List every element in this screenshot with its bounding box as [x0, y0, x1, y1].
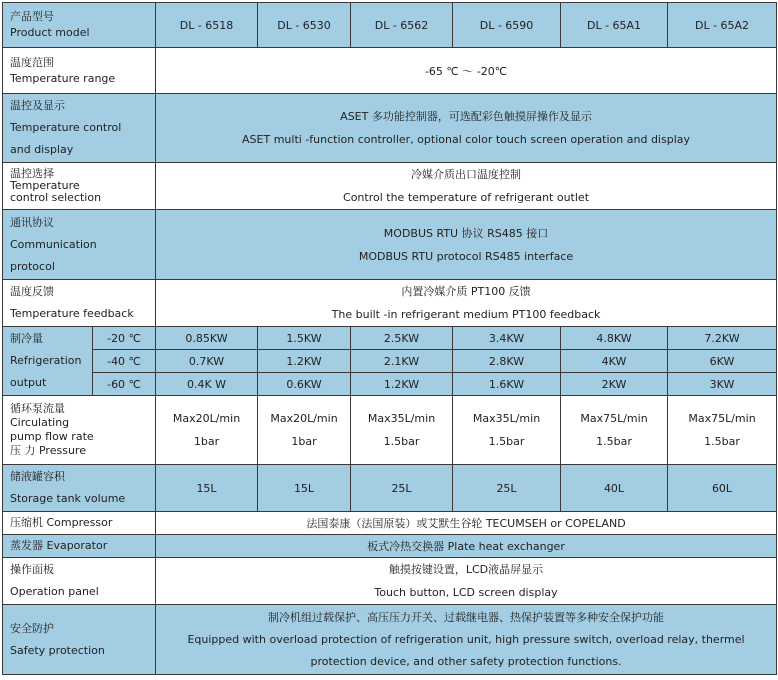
refrigeration-temp: -60 ℃: [93, 373, 156, 396]
pump-pressure: 1.5bar: [383, 435, 420, 448]
tank-value: 25L: [453, 465, 561, 512]
pump-cell: [668, 396, 777, 465]
refrigeration-value: 2.8KW: [453, 350, 561, 373]
refrigeration-value: 0.4K W: [156, 373, 258, 396]
refrigeration-value: 4.8KW: [561, 327, 668, 350]
tank-value: 15L: [156, 465, 258, 512]
label-en: control selection: [10, 191, 102, 204]
value-communication: [156, 210, 777, 280]
label-control-selection: [3, 163, 156, 210]
value-feedback: [156, 280, 777, 327]
value-en: Control the temperature of refrigerant outlet: [343, 191, 590, 204]
pump-pressure: 1bar: [291, 435, 317, 448]
label-cn: 温控选择: [10, 167, 54, 180]
value-en: Equipped with overload protection of refrigeration unit, high pressure switch, overload relay, thermel: [187, 632, 745, 646]
row-communication: [3, 210, 777, 280]
value-evaporator: 板式冷热交换器 Plate heat exchanger: [156, 535, 777, 558]
label-evaporator: 蒸发器 Evaporator: [3, 535, 156, 558]
label-cn: 循环泵流量: [10, 402, 65, 415]
label-product-model: [3, 3, 156, 48]
label-en: Temperature range: [10, 71, 116, 85]
label-cn: 温度范围: [10, 55, 54, 69]
value-en: The built -in refrigerant medium PT100 feedback: [331, 308, 601, 321]
label-temperature-range: [3, 48, 156, 94]
pump-flow: Max35L/min: [472, 412, 541, 425]
refrigeration-temp: -40 ℃: [93, 350, 156, 373]
label-cn: 安全防护: [10, 621, 54, 635]
row-compressor: [3, 512, 777, 535]
row-safety: [3, 605, 777, 675]
label-en: Storage tank volume: [10, 492, 126, 505]
refrigeration-value: 2.5KW: [351, 327, 453, 350]
row-feedback: [3, 280, 777, 327]
row-temperature-range: [3, 48, 777, 94]
pump-cell: [156, 396, 258, 465]
pump-flow: Max20L/min: [270, 412, 338, 425]
tank-value: 25L: [351, 465, 453, 512]
model-cell: DL - 6562: [351, 3, 453, 48]
tank-value: 60L: [668, 465, 777, 512]
label-en: Temperature feedback: [10, 307, 134, 320]
pump-flow: Max75L/min: [688, 412, 756, 425]
label-en: Circulating: [10, 416, 70, 429]
value-panel: [156, 558, 777, 605]
value-en: MODBUS RTU protocol RS485 interface: [358, 249, 574, 263]
pump-cell: [351, 396, 453, 465]
refrigeration-value: 0.7KW: [156, 350, 258, 373]
value-cn: 制冷机组过载保护、高压压力开关、过载继电器、热保护装置等多种安全保护功能: [268, 610, 665, 624]
label-en: Operation panel: [10, 585, 99, 598]
row-temperature-control: [3, 94, 777, 163]
pump-flow: Max75L/min: [580, 412, 648, 425]
refrigeration-value: 0.85KW: [156, 327, 258, 350]
refrigeration-value: 1.5KW: [258, 327, 351, 350]
pump-pressure: 1.5bar: [596, 435, 632, 448]
label-en: Communication: [10, 237, 97, 251]
pump-pressure: 1.5bar: [704, 435, 740, 448]
pump-flow: Max35L/min: [367, 412, 436, 425]
pump-pressure: 1.5bar: [488, 435, 525, 448]
pump-cell: [258, 396, 351, 465]
refrigeration-value: 6KW: [668, 350, 777, 373]
value-control-selection: [156, 163, 777, 210]
pump-flow: Max20L/min: [172, 412, 241, 425]
label-en: output: [10, 376, 47, 389]
label-tank: [3, 465, 156, 512]
label-cn: 通讯协议: [10, 215, 54, 229]
pump-pressure: 1bar: [193, 435, 220, 448]
label-communication: [3, 210, 156, 280]
value-temperature-control: [156, 94, 777, 163]
refrigeration-temp: -20 ℃: [93, 327, 156, 350]
model-cell: DL - 6518: [156, 3, 258, 48]
label-pressure: 压 力 Pressure: [10, 444, 86, 457]
row-refrigeration: [3, 327, 777, 350]
label-pump: [3, 396, 156, 465]
refrigeration-value: 1.6KW: [453, 373, 561, 396]
row-refrigeration: [3, 350, 777, 373]
model-cell: DL - 65A2: [668, 3, 777, 48]
label-en: protocol: [10, 259, 55, 273]
value-cn: ASET 多功能控制器，可选配彩色触摸屏操作及显示: [340, 110, 592, 123]
model-cell: DL - 6530: [258, 3, 351, 48]
row-tank: [3, 465, 777, 512]
refrigeration-value: 4KW: [561, 350, 668, 373]
row-control-selection: [3, 163, 777, 210]
model-cell: DL - 65A1: [561, 3, 668, 48]
label-cn: 温度反馈: [10, 285, 54, 298]
label-feedback: [3, 280, 156, 327]
label-cn: 温控及显示: [10, 99, 65, 112]
value-temperature-range: -65 ℃ ～ -20℃: [156, 48, 777, 94]
refrigeration-value: 0.6KW: [258, 373, 351, 396]
value-cn: 触摸按键设置，LCD液晶屏显示: [388, 563, 544, 576]
tank-value: 15L: [258, 465, 351, 512]
value-en: Touch button, LCD screen display: [374, 586, 558, 599]
refrigeration-value: 1.2KW: [351, 373, 453, 396]
label-en: and display: [10, 143, 74, 156]
row-evaporator: [3, 535, 777, 558]
label-cn: 操作面板: [10, 563, 54, 576]
row-refrigeration: [3, 373, 777, 396]
label-en: pump flow rate: [10, 430, 94, 443]
label-en: Temperature: [10, 179, 80, 192]
label-refrigeration: [3, 327, 93, 396]
label-en: Product model: [10, 26, 90, 39]
value-cn: MODBUS RTU 协议 RS485 接口: [383, 226, 549, 240]
refrigeration-value: 3.4KW: [453, 327, 561, 350]
refrigeration-value: 7.2KW: [668, 327, 777, 350]
label-cn: 产品型号: [10, 10, 54, 24]
refrigeration-value: 2.1KW: [351, 350, 453, 373]
refrigeration-value: 2KW: [561, 373, 668, 396]
label-compressor: 压缩机 Compressor: [3, 512, 156, 535]
label-en: Refrigeration: [10, 354, 82, 367]
label-cn: 制冷量: [10, 332, 43, 345]
value-cn: 内置冷媒介质 PT100 反馈: [401, 285, 531, 298]
row-panel: [3, 558, 777, 605]
value-compressor: 法国泰康（法国原装）或艾默生谷轮 TECUMSEH or COPELAND: [156, 512, 777, 535]
row-product-model: [3, 3, 777, 48]
refrigeration-value: 1.2KW: [258, 350, 351, 373]
label-cn: 储液罐容积: [10, 470, 65, 483]
label-en: Temperature control: [10, 121, 122, 134]
label-panel: [3, 558, 156, 605]
label-en: Safety protection: [10, 643, 105, 657]
value-en: protection device, and other safety protection functions.: [310, 654, 622, 668]
label-safety: [3, 605, 156, 675]
pump-cell: [453, 396, 561, 465]
row-pump: [3, 396, 777, 465]
refrigeration-value: 3KW: [668, 373, 777, 396]
spec-table: [2, 2, 777, 675]
label-temperature-control: [3, 94, 156, 163]
pump-cell: [561, 396, 668, 465]
value-safety: [156, 605, 777, 675]
tank-value: 40L: [561, 465, 668, 512]
value-en: ASET multi -function controller, optional color touch screen operation and display: [242, 133, 690, 146]
value-cn: 冷媒介质出口温度控制: [411, 168, 522, 181]
model-cell: DL - 6590: [453, 3, 561, 48]
